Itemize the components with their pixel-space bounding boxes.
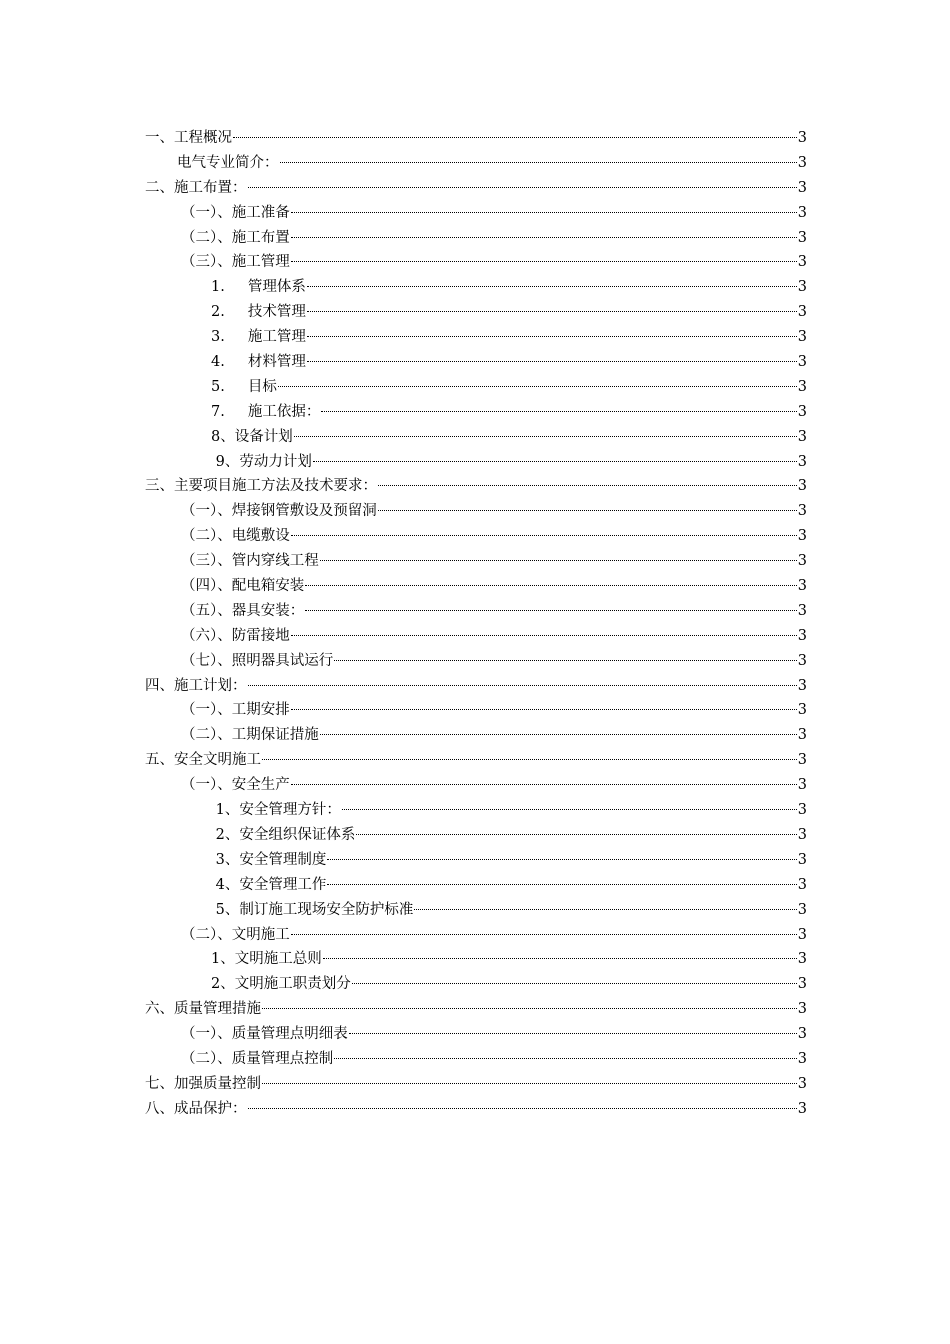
- toc-entry-page-number: 3: [797, 354, 807, 371]
- toc-entry[interactable]: [145, 524, 807, 549]
- toc-entry-page-number: 3: [797, 528, 807, 545]
- toc-entry[interactable]: [145, 947, 807, 972]
- toc-dot-leader: [291, 784, 797, 785]
- toc-entry[interactable]: [145, 972, 807, 997]
- toc-dot-leader: [334, 1058, 797, 1059]
- toc-dot-leader: [294, 436, 797, 437]
- toc-entry-title: 五、安全文明施工: [145, 752, 261, 769]
- toc-entry-page-number: 3: [797, 826, 807, 843]
- toc-dot-leader: [321, 411, 796, 412]
- toc-entry[interactable]: [145, 674, 807, 699]
- toc-entry[interactable]: [145, 176, 807, 201]
- toc-dot-leader: [414, 909, 796, 910]
- toc-entry[interactable]: [145, 300, 807, 325]
- toc-dot-leader: [248, 187, 797, 188]
- toc-dot-leader: [233, 137, 797, 138]
- toc-entry-page-number: 3: [797, 677, 807, 694]
- toc-entry-title: 二、施工布置：: [145, 179, 247, 196]
- toc-dot-leader: [305, 585, 797, 586]
- toc-dot-leader: [327, 884, 796, 885]
- toc-dot-leader: [291, 237, 797, 238]
- toc-entry-page-number: 3: [797, 304, 807, 321]
- toc-entry-page-number: 3: [797, 254, 807, 271]
- toc-dot-leader: [307, 311, 797, 312]
- toc-entry-page-number: 3: [797, 976, 807, 993]
- toc-entry-title: （一）、施工准备: [181, 204, 290, 221]
- toc-dot-leader: [248, 685, 797, 686]
- toc-dot-leader: [262, 759, 797, 760]
- toc-entry[interactable]: [145, 848, 807, 873]
- toc-entry-page-number: 3: [797, 752, 807, 769]
- toc-entry-title: （四）、配电箱安装: [181, 578, 305, 595]
- toc-dot-leader: [320, 560, 797, 561]
- toc-entry[interactable]: [145, 1022, 807, 1047]
- toc-entry-title: （六）、防雷接地: [181, 627, 290, 644]
- toc-dot-leader: [262, 1083, 797, 1084]
- toc-entry-title: 2、文明施工职责划分: [211, 976, 351, 993]
- toc-entry-page-number: 3: [797, 154, 807, 171]
- toc-entry[interactable]: [145, 499, 807, 524]
- toc-entry[interactable]: [145, 1047, 807, 1072]
- toc-dot-leader: [291, 635, 797, 636]
- toc-dot-leader: [291, 709, 797, 710]
- toc-entry[interactable]: [145, 201, 807, 226]
- toc-entry[interactable]: [145, 350, 807, 375]
- toc-entry-page-number: 3: [797, 428, 807, 445]
- toc-entry-title: 7. 施工依据：: [211, 403, 321, 420]
- toc-entry-page-number: 3: [797, 229, 807, 246]
- toc-entry[interactable]: [145, 275, 807, 300]
- toc-dot-leader: [307, 336, 797, 337]
- toc-entry-page-number: 3: [797, 652, 807, 669]
- toc-entry-page-number: 3: [797, 702, 807, 719]
- toc-entry-title: 8、设备计划: [211, 428, 293, 445]
- toc-entry-page-number: 3: [797, 1050, 807, 1067]
- toc-entry-page-number: 3: [797, 876, 807, 893]
- toc-entry[interactable]: [145, 375, 807, 400]
- toc-dot-leader: [320, 734, 797, 735]
- toc-entry[interactable]: [145, 425, 807, 450]
- toc-entry[interactable]: [145, 624, 807, 649]
- toc-dot-leader: [378, 510, 797, 511]
- toc-entry[interactable]: [145, 1072, 807, 1097]
- toc-entry-page-number: 3: [797, 130, 807, 146]
- toc-entry[interactable]: [145, 599, 807, 624]
- table-of-contents: [145, 126, 807, 1122]
- toc-dot-leader: [352, 983, 797, 984]
- toc-entry-page-number: 3: [797, 179, 807, 196]
- toc-dot-leader: [280, 162, 797, 163]
- toc-entry-title: 电气专业简介：: [177, 154, 279, 171]
- toc-entry-title: （一）、工期安排: [181, 702, 290, 719]
- toc-entry-title: 9、劳动力计划: [211, 453, 312, 470]
- toc-entry-title: （三）、管内穿线工程: [181, 553, 319, 570]
- toc-entry[interactable]: [145, 474, 807, 499]
- toc-entry-page-number: 3: [797, 777, 807, 794]
- toc-entry-page-number: 3: [797, 1075, 807, 1092]
- toc-dot-leader: [262, 1008, 797, 1009]
- toc-entry-title: （七）、照明器具试运行: [181, 652, 334, 669]
- toc-dot-leader: [305, 610, 797, 611]
- toc-entry[interactable]: [145, 997, 807, 1022]
- toc-entry-title: 六、质量管理措施: [145, 1001, 261, 1018]
- toc-dot-leader: [378, 485, 797, 486]
- toc-dot-leader: [327, 859, 796, 860]
- toc-entry[interactable]: [145, 798, 807, 823]
- toc-dot-leader: [291, 535, 797, 536]
- toc-entry[interactable]: [145, 748, 807, 773]
- toc-dot-leader: [307, 361, 797, 362]
- toc-entry-title: 七、加强质量控制: [145, 1075, 261, 1092]
- toc-entry[interactable]: [145, 823, 807, 848]
- toc-entry[interactable]: [145, 873, 807, 898]
- toc-entry[interactable]: [145, 1097, 807, 1122]
- toc-dot-leader: [323, 958, 797, 959]
- toc-entry-page-number: 3: [797, 478, 807, 495]
- toc-entry-title: 3、安全管理制度: [211, 851, 327, 868]
- toc-entry-page-number: 3: [797, 503, 807, 520]
- toc-entry-title: 2、安全组织保证体系: [211, 826, 356, 843]
- toc-dot-leader: [248, 1108, 797, 1109]
- toc-entry[interactable]: [145, 549, 807, 574]
- toc-entry-page-number: 3: [797, 453, 807, 470]
- toc-dot-leader: [278, 386, 797, 387]
- toc-entry-title: （二）、电缆敷设: [181, 528, 290, 545]
- toc-entry-page-number: 3: [797, 1100, 807, 1117]
- toc-entry-page-number: 3: [797, 951, 807, 968]
- toc-entry-title: 5. 目标: [211, 378, 277, 395]
- toc-entry-title: 1、文明施工总则: [211, 951, 322, 968]
- toc-entry-title: 4. 材料管理: [211, 354, 306, 371]
- toc-entry-title: 3. 施工管理: [211, 329, 306, 346]
- toc-entry[interactable]: [145, 698, 807, 723]
- toc-entry-page-number: 3: [797, 727, 807, 744]
- toc-entry-page-number: 3: [797, 553, 807, 570]
- toc-entry-title: 一、工程概况: [145, 130, 232, 146]
- toc-entry-title: 1. 管理体系: [211, 279, 306, 296]
- toc-entry[interactable]: [145, 126, 807, 151]
- toc-entry-page-number: 3: [797, 901, 807, 918]
- toc-entry[interactable]: [145, 898, 807, 923]
- toc-entry-page-number: 3: [797, 403, 807, 420]
- toc-entry-title: 八、成品保护：: [145, 1100, 247, 1117]
- toc-dot-leader: [334, 660, 797, 661]
- toc-entry-title: （二）、文明施工: [181, 926, 290, 943]
- toc-entry-title: 5、制订施工现场安全防护标准: [211, 901, 414, 918]
- toc-entry[interactable]: [145, 649, 807, 674]
- toc-entry[interactable]: [145, 923, 807, 948]
- toc-entry[interactable]: [145, 723, 807, 748]
- toc-dot-leader: [307, 286, 797, 287]
- toc-entry-page-number: 3: [797, 926, 807, 943]
- toc-entry-title: （二）、施工布置: [181, 229, 290, 246]
- toc-entry-page-number: 3: [797, 627, 807, 644]
- toc-entry-title: （二）、工期保证措施: [181, 727, 319, 744]
- toc-entry-page-number: 3: [797, 378, 807, 395]
- toc-dot-leader: [291, 934, 797, 935]
- toc-entry-page-number: 3: [797, 329, 807, 346]
- toc-entry-title: 四、施工计划：: [145, 677, 247, 694]
- toc-entry-page-number: 3: [797, 1026, 807, 1043]
- toc-entry-title: 1、安全管理方针：: [211, 802, 341, 819]
- toc-entry-page-number: 3: [797, 1001, 807, 1018]
- toc-dot-leader: [313, 461, 797, 462]
- toc-entry-title: （五）、器具安装：: [181, 602, 305, 619]
- toc-entry-page-number: 3: [797, 204, 807, 221]
- toc-entry-title: 三、主要项目施工方法及技术要求：: [145, 478, 377, 495]
- toc-entry-title: 2. 技术管理: [211, 304, 306, 321]
- toc-entry[interactable]: [145, 400, 807, 425]
- toc-dot-leader: [291, 261, 797, 262]
- toc-entry-title: （一）、焊接钢管敷设及预留洞: [181, 503, 377, 520]
- toc-dot-leader: [291, 212, 797, 213]
- toc-entry[interactable]: [145, 226, 807, 251]
- toc-entry-title: 4、安全管理工作: [211, 876, 327, 893]
- toc-entry-title: （一）、质量管理点明细表: [181, 1026, 348, 1043]
- toc-entry[interactable]: [145, 574, 807, 599]
- toc-entry-page-number: 3: [797, 802, 807, 819]
- toc-entry-title: （二）、质量管理点控制: [181, 1050, 334, 1067]
- toc-entry[interactable]: [145, 450, 807, 475]
- toc-entry[interactable]: [145, 773, 807, 798]
- toc-entry[interactable]: [145, 325, 807, 350]
- toc-entry[interactable]: [145, 250, 807, 275]
- toc-dot-leader: [342, 809, 797, 810]
- toc-dot-leader: [356, 834, 796, 835]
- toc-entry-title: （三）、施工管理: [181, 254, 290, 271]
- toc-entry-page-number: 3: [797, 578, 807, 595]
- toc-entry-page-number: 3: [797, 602, 807, 619]
- toc-entry[interactable]: [145, 151, 807, 176]
- toc-entry-title: （一）、安全生产: [181, 777, 290, 794]
- toc-entry-page-number: 3: [797, 851, 807, 868]
- toc-entry-page-number: 3: [797, 279, 807, 296]
- toc-dot-leader: [349, 1033, 797, 1034]
